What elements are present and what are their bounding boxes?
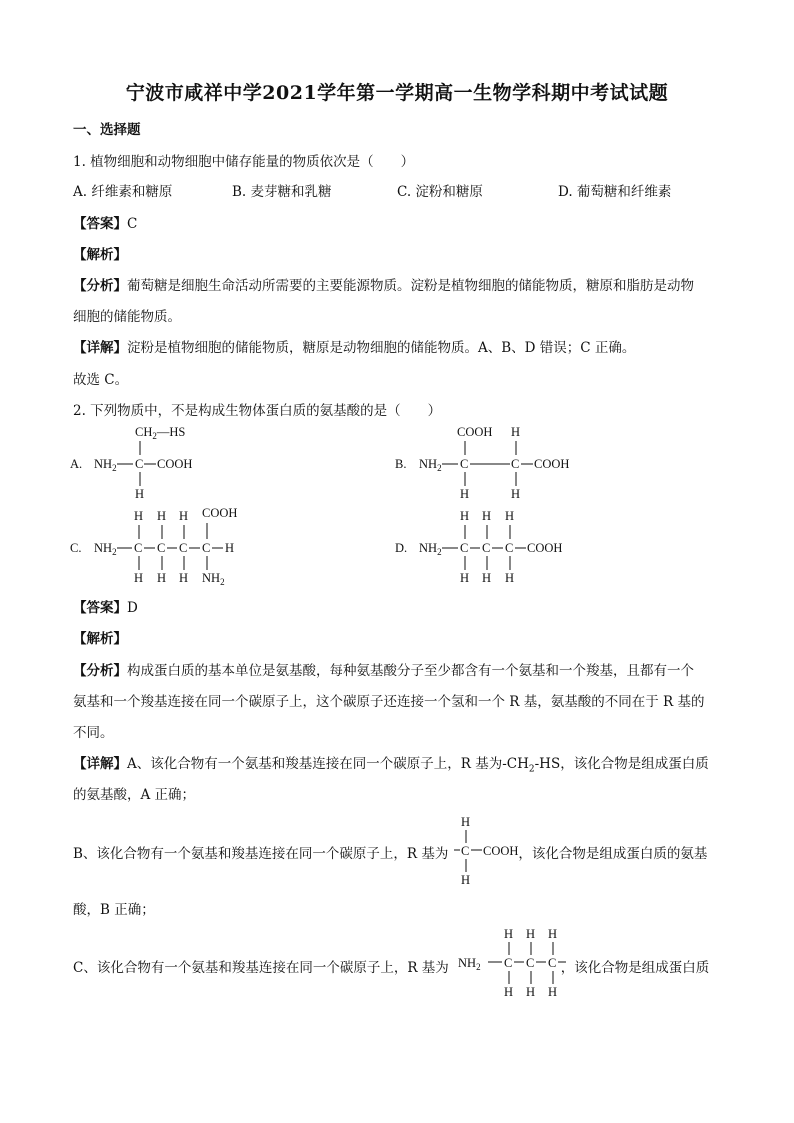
question-1-fenxi-line-1 (73, 274, 694, 294)
nh2-text: $NH_2$ (94, 457, 117, 473)
question-2-xiangjie-a-cont: 的氨基酸，A 正确； (73, 787, 196, 803)
question-2-xiangjie-a: 【详解】A、该化合物有一个氨基和羧基连接在同一个碳原子上，R 基为$-CH_2-HS$，该化合物是组成蛋白质 (73, 756, 709, 775)
question-2-fenxi-line-2: 氨基和一个羧基连接在同一个碳原子上，这个碳原子还连接一个氢和一个 R 基，氨基酸的不同在于 R 基的 (73, 694, 705, 710)
answer-value: D (127, 600, 138, 616)
option-a-label: A. (70, 457, 83, 471)
nh2-text: $NH_2$ (419, 457, 442, 473)
page-title: 宁波市咸祥中学2021学年第一学期高一生物学科期中考试试题 (125, 82, 669, 104)
hydrogen: H (504, 927, 514, 941)
hydrogen: H (511, 425, 521, 439)
hydrogen: H (511, 487, 521, 501)
carbon: C (482, 541, 491, 555)
xiangjie-text: 淀粉是植物细胞的储能物质，糖原是动物细胞的储能物质。A、B、D 错误；C 正确。 (127, 340, 636, 356)
carbon: C (505, 541, 514, 555)
question-1-stem: 1. 植物细胞和动物细胞中储存能量的物质依次是（ ） (73, 154, 415, 170)
hydrogen: H (461, 815, 471, 829)
hydrogen: H (460, 571, 470, 585)
structure-d (395, 504, 595, 586)
hydrogen: H (460, 509, 470, 523)
carbon: C (504, 956, 513, 970)
cooh-text: COOH (202, 506, 238, 520)
option-b-label: B. (395, 457, 407, 471)
question-1-option-a: A. 纤维素和糖原 (73, 184, 173, 200)
question-2-answer (73, 596, 138, 616)
hydrogen: H (225, 541, 235, 555)
question-2-fenxi-line-3: 不同。 (73, 725, 114, 741)
hydrogen: H (134, 571, 144, 585)
hydrogen: H (526, 985, 536, 999)
hydrogen: H (157, 509, 167, 523)
answer-tag: 【答案】 (73, 600, 127, 616)
hydrogen: H (548, 985, 558, 999)
question-1-option-b: B. 麦芽糖和乳糖 (232, 184, 332, 200)
question-2-stem: 2. 下列物质中，不是构成生物体蛋白质的氨基酸的是（ ） (73, 403, 442, 419)
carbon: C (135, 457, 144, 471)
hydrogen: H (526, 927, 536, 941)
ch2-text: $CH_2—HS$ (135, 425, 186, 441)
r-group-b (454, 812, 534, 888)
section-heading: 一、选择题 (73, 122, 141, 138)
xiangjie-text: A、该化合物有一个氨基和羧基连接在同一个碳原子上，R 基为-CH (127, 756, 529, 772)
hydrogen: H (460, 487, 470, 501)
cooh-text: COOH (483, 844, 519, 858)
cooh-text: COOH (457, 425, 493, 439)
question-2-xiangjie-c: C、该化合物有一个氨基和羧基连接在同一个碳原子上，R 基为 ，该化合物是组成蛋白质 (73, 960, 710, 976)
answer-tag: 【答案】 (73, 216, 127, 232)
fenxi-tag: 【分析】 (73, 278, 127, 294)
nh2-text: $NH_2$ (94, 541, 117, 557)
cooh-text: COOH (527, 541, 563, 555)
hydrogen: H (461, 873, 471, 887)
question-1-xiangjie (73, 336, 635, 356)
xiangjie-tag: 【详解】 (73, 756, 127, 772)
carbon: C (461, 844, 470, 858)
nh2-text: $NH_2$ (202, 571, 225, 586)
nh2-text: $NH_2$ (458, 956, 481, 972)
structure-b (395, 420, 595, 502)
option-d-label: D. (395, 541, 408, 555)
question-1-option-c: C. 淀粉和糖原 (397, 184, 483, 200)
fenxi-tag: 【分析】 (73, 663, 127, 679)
carbon: C (179, 541, 188, 555)
hydrogen: H (482, 509, 492, 523)
hydrogen: H (482, 571, 492, 585)
question-2-xiangjie-b: B、该化合物有一个氨基和羧基连接在同一个碳原子上，R 基为 ，该化合物是组成蛋白质的氨基 (73, 846, 708, 862)
question-1-option-d: D. 葡萄糖和纤维素 (558, 184, 672, 200)
hydrogen: H (179, 509, 189, 523)
hydrogen: H (505, 509, 515, 523)
hydrogen: H (135, 487, 145, 501)
cooh-text: COOH (534, 457, 570, 471)
hydrogen: H (134, 509, 144, 523)
xiangjie-tag: 【详解】 (73, 340, 127, 356)
hydrogen: H (505, 571, 515, 585)
question-1-analysis-tag: 【解析】 (73, 247, 127, 263)
question-1-conclusion: 故选 C。 (73, 372, 129, 388)
carbon: C (134, 541, 143, 555)
carbon: C (511, 457, 520, 471)
question-2-analysis-tag: 【解析】 (73, 631, 127, 647)
fenxi-text: 葡萄糖是细胞生命活动所需要的主要能源物质。淀粉是植物细胞的储能物质，糖原和脂肪是动物 (127, 278, 694, 294)
question-2-fenxi-line-1 (73, 659, 694, 679)
hydrogen: H (157, 571, 167, 585)
carbon: C (460, 541, 469, 555)
hydrogen: H (179, 571, 189, 585)
answer-value: C (127, 216, 138, 232)
option-c-label: C. (70, 541, 82, 555)
carbon: C (548, 956, 557, 970)
hydrogen: H (504, 985, 514, 999)
structure-c (70, 504, 270, 586)
carbon: C (202, 541, 211, 555)
carbon: C (526, 956, 535, 970)
r-group-c (458, 924, 570, 1000)
structure-a (70, 420, 240, 502)
carbon: C (157, 541, 166, 555)
cooh-text: COOH (157, 457, 193, 471)
question-1-fenxi-line-2: 细胞的储能物质。 (73, 309, 181, 325)
question-2-xiangjie-b-cont: 酸，B 正确； (73, 902, 155, 918)
fenxi-text: 构成蛋白质的基本单位是氨基酸，每种氨基酸分子至少都含有一个氨基和一个羧基，且都有一个 (127, 663, 694, 679)
question-1-answer (73, 212, 137, 232)
nh2-text: $NH_2$ (419, 541, 442, 557)
hydrogen: H (548, 927, 558, 941)
carbon: C (460, 457, 469, 471)
